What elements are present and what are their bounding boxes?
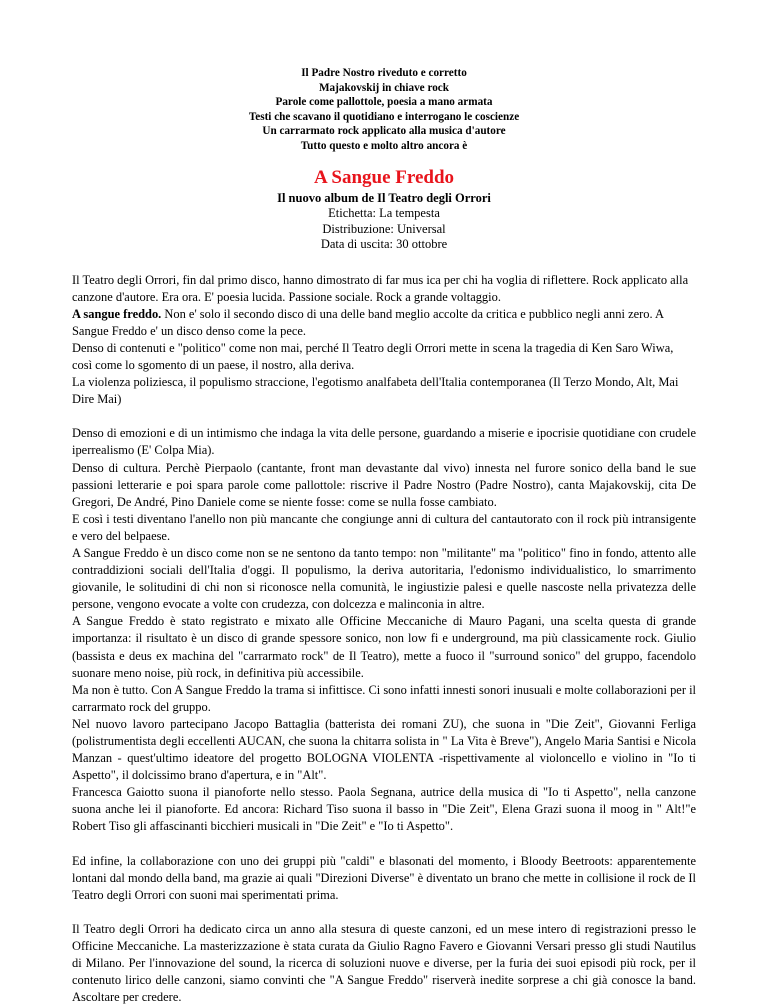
release-date: Data di uscita: 30 ottobre [320,237,448,252]
spacer [72,904,696,921]
spacer [72,408,696,425]
tagline: Tutto questo e molto altro ancora è [300,139,468,152]
paragraph: Denso di cultura. Perchè Pierpaolo (cantante, front man devastante dal vivo) innesta nel furore sonico della band le sue passioni letterarie e poi spara parole come pallottole: riscrive il Padre Nostro (Padre Nostro), canta Majakovskij, cita De Gregori, De André, Pino Daniele come se niente fosse: come se nulla fosse cambiato. [72,460,696,509]
record-label: Etichetta: La tempesta [328,206,440,221]
paragraph: E così i testi diventano l'anello non più mancante che congiunge anni di cultura del cantautorato con il rock più intransigente e vero del belpaese. [72,511,696,543]
album-subtitle: Il nuovo album de Il Teatro degli Orrori [277,190,491,205]
tagline: Il Padre Nostro riveduto e corretto [301,67,467,79]
paragraph: Francesca Gaiotto suona il pianoforte nello stesso. Paola Segnana, autrice della musica di "Io ti Aspetto", nella canzone suona anche lei il pianoforte. Ed ancora: Richard Tiso suona il basso in "Die Zeit", Elena Grazi suona il moog in " Alt!"e Robert Tiso gli affascinanti bicchieri musicali in "Die Zeit" e "Io ti Aspetto". [72,785,696,834]
tagline: Parole come pallottole, poesia a mano armata [275,96,493,109]
body-section [72,425,696,835]
paragraph-text: Non e' solo il secondo disco di una delle band meglio accolte da critica e pubblico negli anni zero. A Sangue Freddo e' un disco denso come la pece. [72,306,664,338]
tagline: Un carrarmato rock applicato alla musica d'autore [262,125,506,138]
taglines [72,66,696,154]
bold-lead: A sangue freddo. [72,306,162,321]
paragraph: Ma non è tutto. Con A Sangue Freddo la trama si infittisce. Ci sono infatti innesti sonori inusuali e molte collaborazioni per il carrarmato rock del gruppo. [72,682,696,714]
album-title: A Sangue Freddo [313,166,455,188]
paragraph: Il Teatro degli Orrori, fin dal primo disco, hanno dimostrato di far mus ica per chi ha voglia di riflettere. Rock applicato alla canzone d'autore. Era ora. E' poesia lucida. Passione sociale. Rock a grande voltaggio. [72,272,689,304]
press-release-page [72,66,696,1006]
paragraph: Il Teatro degli Orrori ha dedicato circa un anno alla stesura di queste canzoni, ed un mese intero di registrazioni presso le Officine Meccaniche. La masterizzazione è stata curata da Giulio Ragno Favero e Giovanni Versari presso gli studi Nautilus di Milano. Per l'innovazione del sound, la ricerca di soluzioni nuove e diverse, per la furia dei suoi episodi più rock, per il contenuto lirico delle canzoni, siamo convinti che "A Sangue Freddo" riserverà inedite sorprese a chi già conosce la band. Ascoltare per credere. [72,921,696,1005]
paragraph: A Sangue Freddo è un disco come non se ne sentono da tanto tempo: non "militante" ma "politico" fino in fondo, attento alle contraddizioni sociali dell'Italia d'oggi. Il populismo, la deriva autoritaria, l'edonismo individualistico, lo smarrimento giovanile, le solitudini di chi non si riconosce nella comunità, le ingiustizie palesi e quelle nascoste nella privatezza delle persone, vengono evocate a volte con crudezza, con dolcezza e malinconia in altre. [72,545,696,612]
intro-section [72,272,696,409]
paragraph: Denso di contenuti e "politico" come non mai, perché Il Teatro degli Orrori mette in scena la tragedia di Ken Saro Wiwa, così come lo sgomento di un paese, il nostro, alla deriva. [72,340,674,373]
distribution: Distribuzione: Universal [322,221,446,236]
paragraph: A Sangue Freddo è stato registrato e mixato alle Officine Meccaniche di Mauro Pagani, una scelta questa di grande importanza: il risultato è un disco di grande spessore sonico, non low fi e underground, ma più classicamente rock. Giulio (bassista e deus ex machina del "carrarmato rock" de Il Teatro), mette a fuoco il "surround sonico" del gruppo, facendolo suonare meno noise, più rock, in definitiva più accessibile. [72,614,696,680]
paragraph: La violenza poliziesca, il populismo straccione, l'egotismo analfabeta dell'Italia contemporanea (Il Terzo Mondo, Alt, Mai Dire Mai) [72,375,679,407]
paragraph [72,306,696,340]
tagline: Testi che scavano il quotidiano e interrogano le coscienze [248,110,520,123]
tagline: Majakovskij in chiave rock [318,81,449,94]
spacer [72,836,696,853]
paragraph: Ed infine, la collaborazione con uno dei gruppi più "caldi" e blasonati del momento, i Bloody Beetroots: apparentemente lontani dal mondo della band, ma grazie ai quali "Direzioni Diverse" è diventato un brano che mette in collisione il rock de Il Teatro degli Orrori con suoni mai sperimentati prima. [72,853,696,902]
paragraph: Nel nuovo lavoro partecipano Jacopo Battaglia (batterista dei romani ZU), che suona in "Die Zeit", Giovanni Ferliga (polistrumentista degli eccellenti AUCAN, che suona la chitarra solista in " La Vita è Breve"), Angelo Maria Santisi e Nicola Manzan - quest'ultimo ideatore del progetto BOLOGNA VIOLENTA -rispettivamente al violoncello e violino in "Io ti Aspetto", il dolcissimo brano d'apertura, e in "Alt". [72,716,696,783]
paragraph: Denso di emozioni e di un intimismo che indaga la vita delle persone, guardando a miserie e ipocrisie quotidiane con crudele iperrealismo (E' Colpa Mia). [72,426,696,458]
